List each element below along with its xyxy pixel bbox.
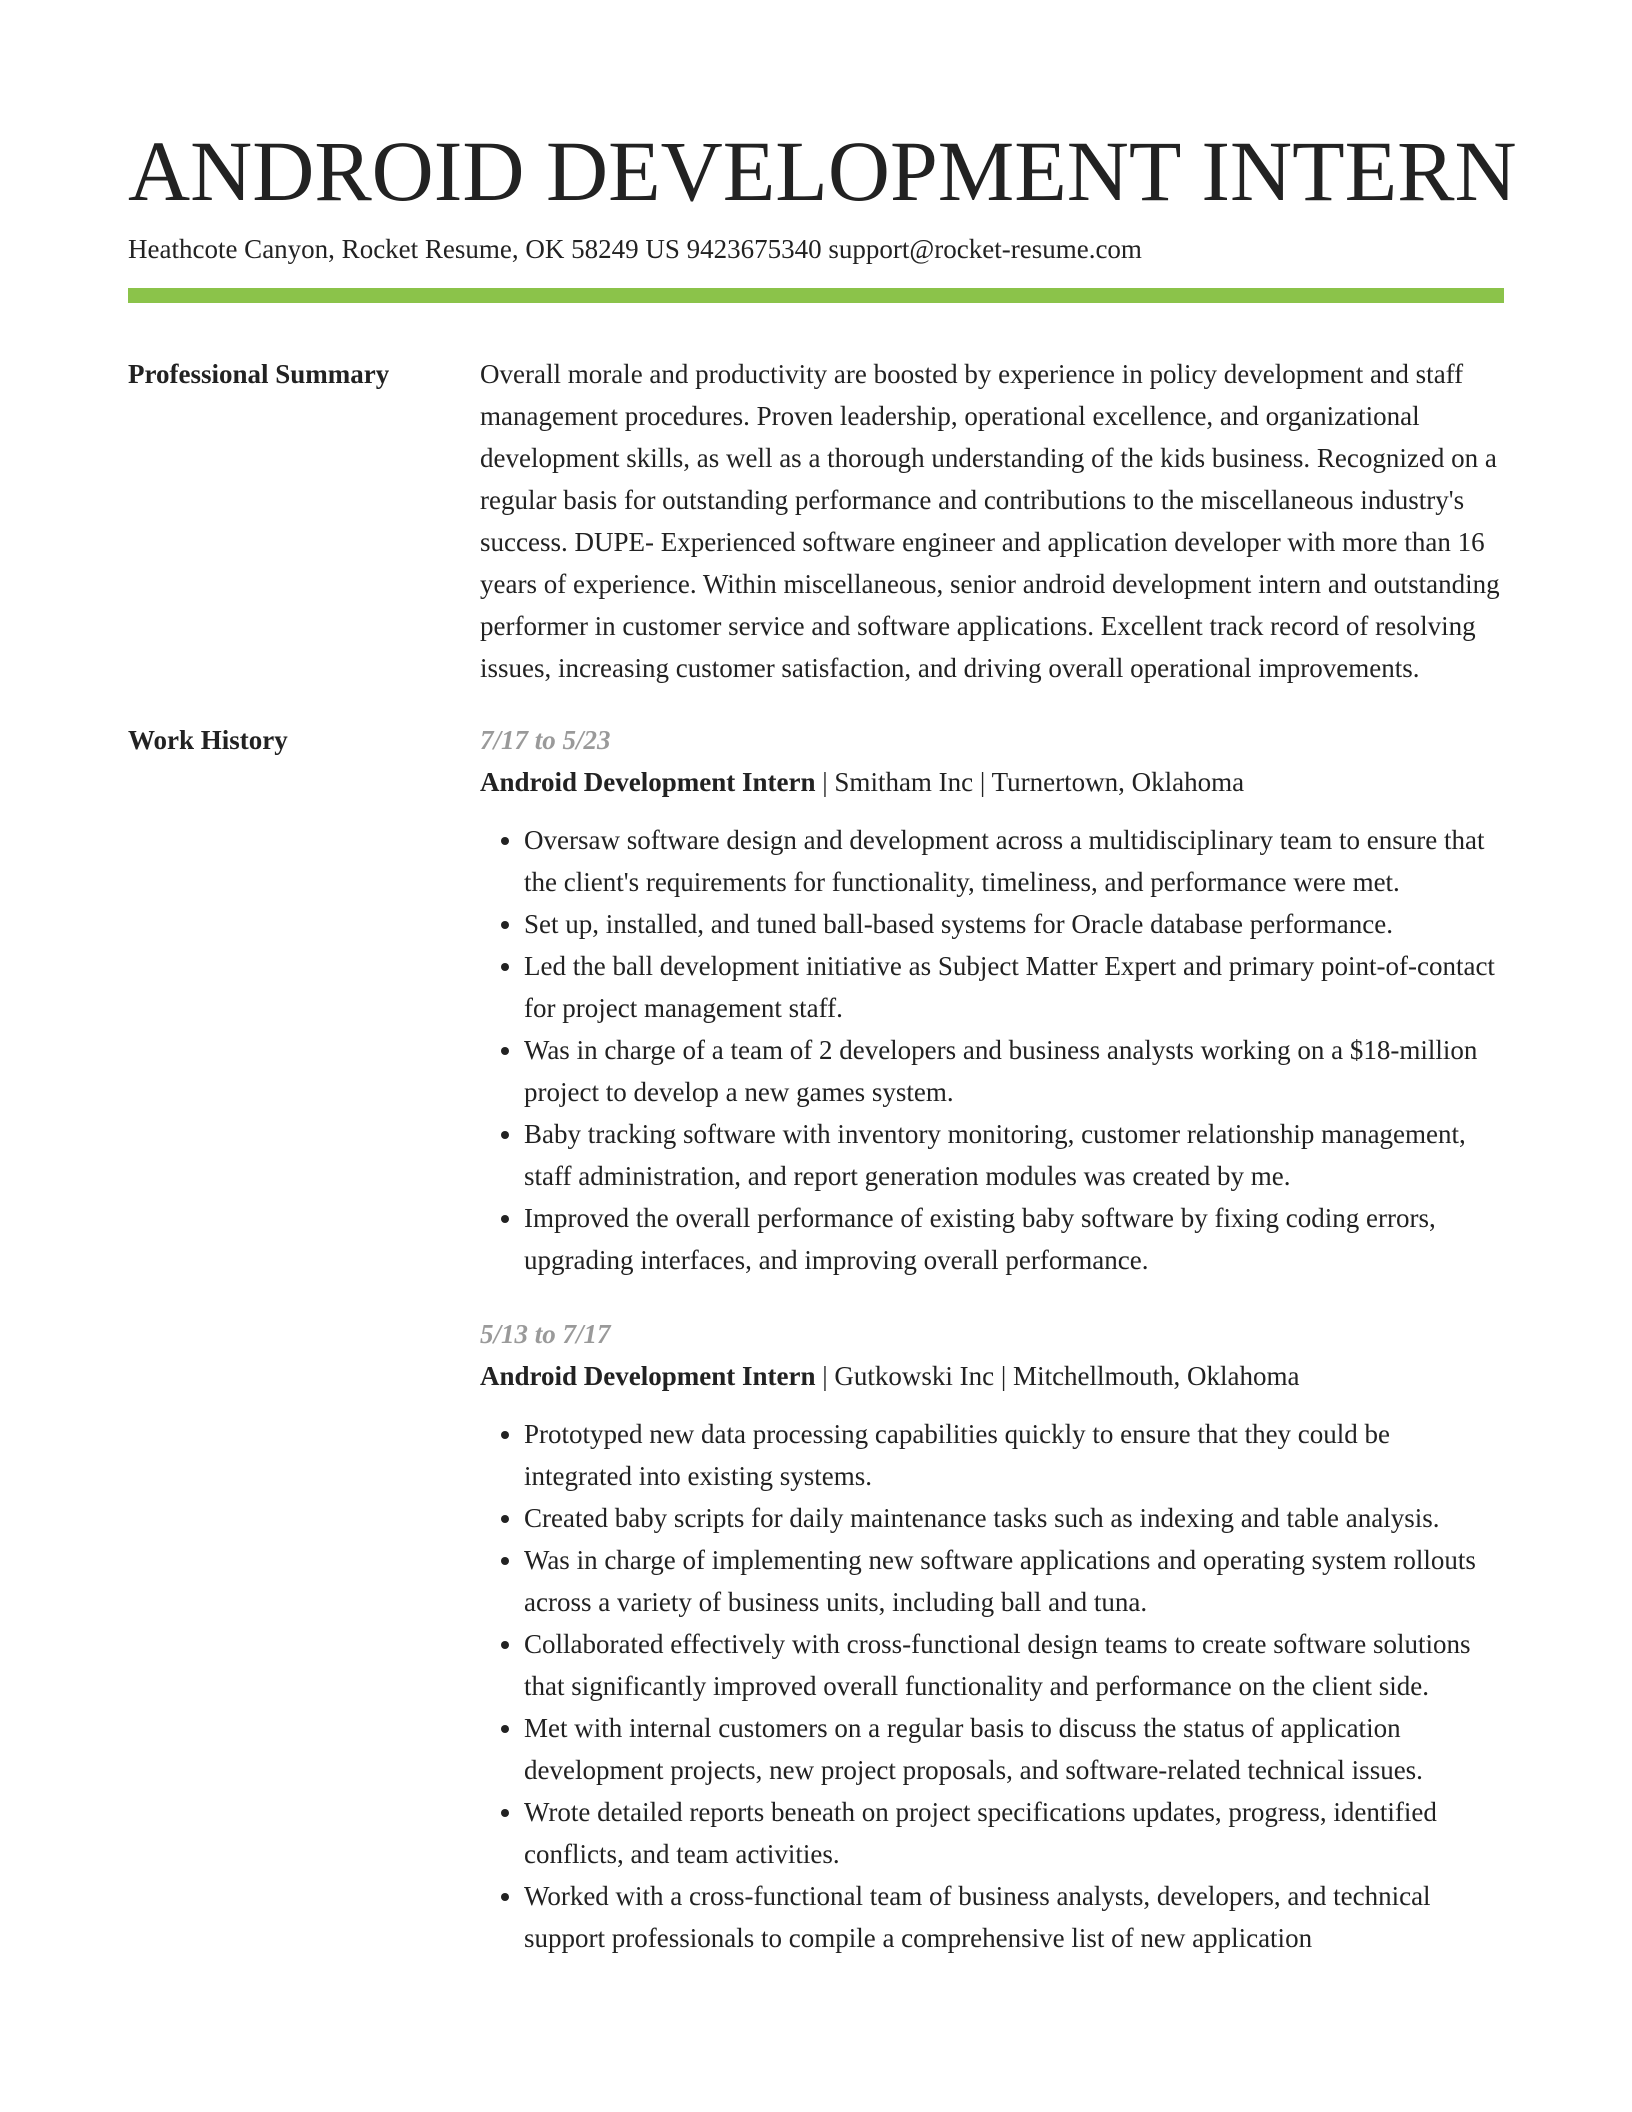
job-heading (480, 1355, 1504, 1397)
job-bullet: • Oversaw software design and development across a multidisciplinary team to ensure that the client's requirements for functionality, timeliness, and performance were met. (524, 819, 1504, 903)
job-bullet: • Set up, installed, and tuned ball-based systems for Oracle database performance. (524, 903, 1504, 945)
job-dates: 5/13 to 7/17 (480, 1319, 611, 1349)
job-bullet: • Was in charge of a team of 2 developers and business analysts working on a $18-million project to develop a new games system. (524, 1029, 1504, 1113)
contact-address: Heathcote Canyon, Rocket Resume, OK 58249 US (128, 234, 680, 264)
accent-divider (128, 288, 1504, 303)
job-bullet: • Was in charge of implementing new software applications and operating system rollouts across a variety of business units, including ball and tuna. (524, 1539, 1504, 1623)
job-entry (480, 719, 1504, 1281)
job-bullet: • Created baby scripts for daily maintenance tasks such as indexing and table analysis. (524, 1497, 1504, 1539)
job-heading (480, 761, 1504, 803)
job-bullet: • Prototyped new data processing capabilities quickly to ensure that they could be integrated into existing systems. (524, 1413, 1504, 1497)
work-history-section (128, 719, 1504, 1959)
job-company-location: | Gutkowski Inc | Mitchellmouth, Oklahoma (815, 1361, 1300, 1391)
job-role: Android Development Intern (480, 767, 816, 797)
contact-line (128, 231, 1504, 267)
section-label-work-history: Work History (128, 725, 288, 755)
job-bullet: • Wrote detailed reports beneath on project specifications updates, progress, identified conflicts, and team activities. (524, 1791, 1504, 1875)
summary-body (480, 353, 1504, 689)
job-dates: 7/17 to 5/23 (480, 725, 611, 755)
work-history-body (480, 719, 1504, 1959)
resume-title: ANDROID DEVELOPMENT INTERN (128, 123, 1517, 219)
job-bullet: • Met with internal customers on a regular basis to discuss the status of application development projects, new project proposals, and software-related technical issues. (524, 1707, 1504, 1791)
job-bullet: • Led the ball development initiative as Subject Matter Expert and primary point-of-contact for project management staff. (524, 945, 1504, 1029)
job-bullet: • Baby tracking software with inventory monitoring, customer relationship management, staff administration, and report generation modules was created by me. (524, 1113, 1504, 1197)
job-bullet: • Collaborated effectively with cross-functional design teams to create software solutions that significantly improved overall functionality and performance on the client side. (524, 1623, 1504, 1707)
job-bullet: • Improved the overall performance of existing baby software by fixing coding errors, upgrading interfaces, and improving overall performance. (524, 1197, 1504, 1281)
job-role: Android Development Intern (480, 1361, 816, 1391)
job-bullet-list (480, 1413, 1504, 1959)
contact-phone: 9423675340 (686, 234, 822, 264)
job-company-location: | Smitham Inc | Turnertown, Oklahoma (815, 767, 1245, 797)
job-bullet: • Worked with a cross-functional team of business analysts, developers, and technical support professionals to compile a comprehensive list of new application (524, 1875, 1504, 1959)
resume-page (128, 0, 1517, 1959)
job-bullet-list (480, 819, 1504, 1281)
job-entry (480, 1313, 1504, 1959)
section-label-summary: Professional Summary (128, 359, 390, 389)
contact-email: support@rocket-resume.com (828, 234, 1142, 264)
summary-text: Overall morale and productivity are boosted by experience in policy development and staff management procedures. Proven leadership, operational excellence, and organizational development skills, as well as a thorough understanding of the kids business. Recognized on a regular basis for outstanding performance and contributions to the miscellaneous industry's success. DUPE- Experienced software engineer and application developer with more than 16 years of experience. Within miscellaneous, senior android development intern and outstanding performer in customer service and software applications. Excellent track record of resolving issues, increasing customer satisfaction, and driving overall operational improvements. (480, 359, 1500, 683)
professional-summary-section (128, 353, 1504, 689)
